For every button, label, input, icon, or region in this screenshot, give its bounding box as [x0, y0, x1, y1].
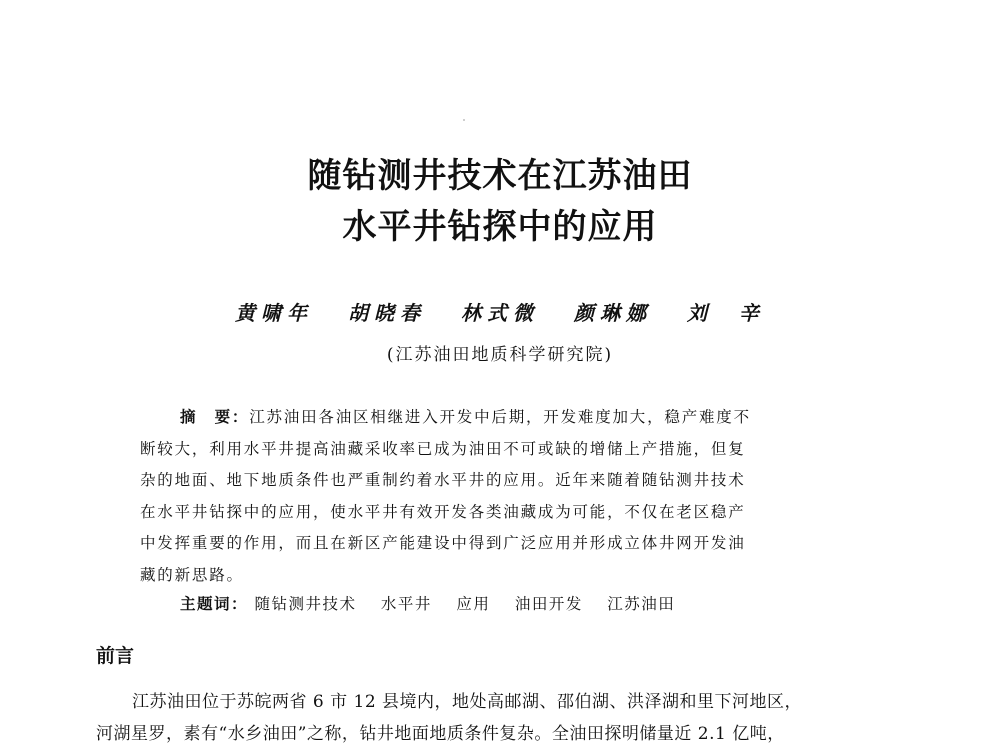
body-text — [96, 686, 916, 750]
section-heading: 前言 — [96, 645, 135, 667]
affiliation: (江苏油田地质科学研究院) — [386, 345, 614, 365]
scan-speck — [463, 119, 465, 121]
keyword: 江苏油田 — [607, 595, 676, 613]
author-2: 胡晓春 — [348, 301, 427, 325]
keywords-label: 主题词： — [180, 595, 249, 613]
body-line: 河湖星罗，素有“水乡油田”之称，钻井地面地质条件复杂。全油田探明储量近 2.1 亿吨， — [96, 724, 785, 744]
abstract-line — [140, 402, 860, 434]
author-5: 刘 辛 — [686, 301, 765, 325]
keyword: 油田开发 — [514, 595, 583, 613]
abstract-line: 断较大，利用水平井提高油藏采收率已成为油田不可或缺的增储上产措施，但复 — [140, 439, 746, 458]
abstract-label: 摘 要： — [180, 408, 250, 426]
body-line: 江苏油田位于苏皖两省 6 市 12 县境内，地处高邮湖、邵伯湖、洪泽湖和里下河地区， — [132, 692, 803, 712]
keyword: 水平井 — [380, 595, 432, 613]
abstract — [140, 402, 860, 591]
title-line-1: 随钻测井技术在江苏油田 — [307, 156, 693, 196]
author-4: 颜琳娜 — [573, 301, 652, 325]
author-3: 林式微 — [461, 301, 539, 325]
abstract-text: 江苏油田各油区相继进入开发中后期，开发难度加大，稳产难度不 — [249, 408, 751, 426]
keyword: 应用 — [456, 595, 491, 613]
keyword: 随钻测井技术 — [254, 595, 357, 613]
abstract-line: 在水平井钻探中的应用，使水平井有效开发各类油藏成为可能，不仅在老区稳产 — [140, 502, 746, 521]
keywords — [180, 592, 693, 614]
author-1: 黄啸年 — [235, 301, 314, 325]
abstract-line: 藏的新思路。 — [140, 565, 244, 584]
abstract-line: 中发挥重要的作用，而且在新区产能建设中得到广泛应用并形成立体井网开发油 — [140, 534, 746, 552]
author-list — [0, 297, 1000, 326]
title-line-2: 水平井钻探中的应用 — [342, 207, 658, 247]
abstract-line: 杂的地面、地下地质条件也严重制约着水平井的应用。近年来随着随钻测井技术 — [140, 471, 746, 489]
